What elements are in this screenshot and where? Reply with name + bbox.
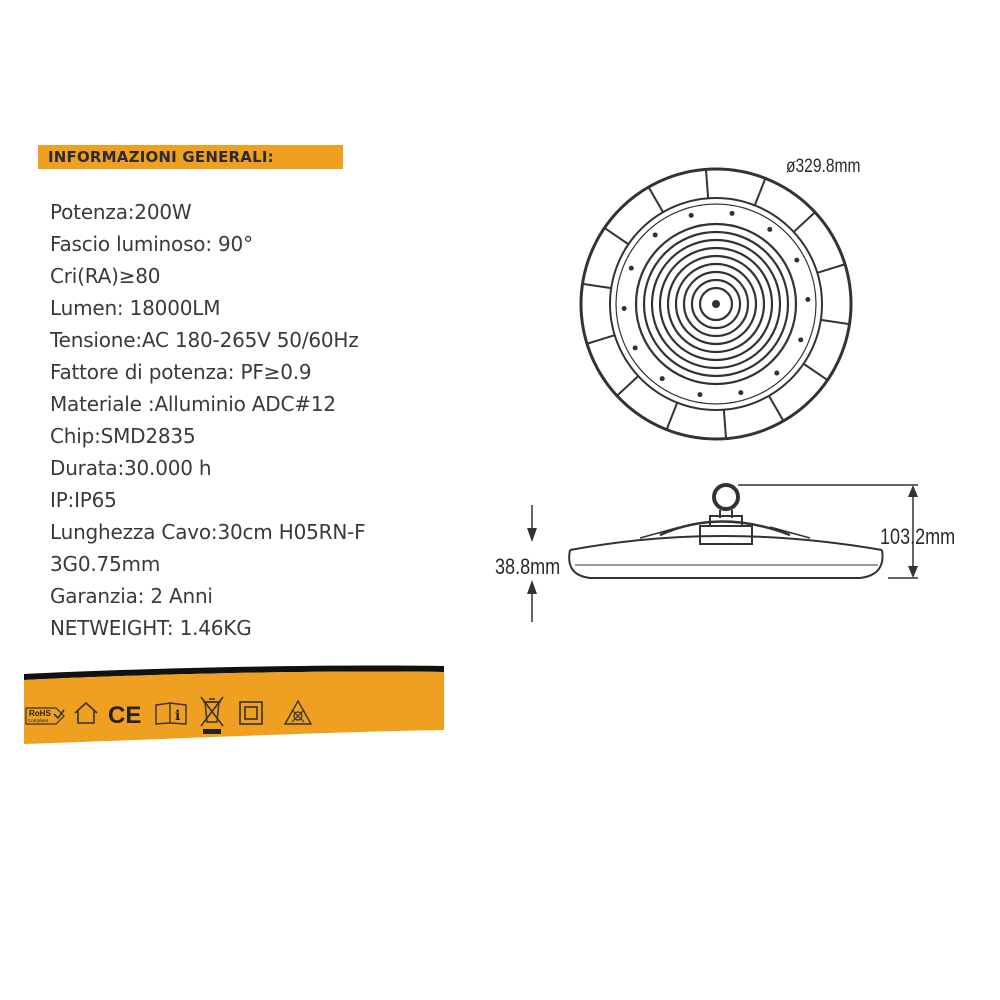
spec-power-factor: Fattore di potenza: PF≥0.9 xyxy=(50,360,312,384)
diameter-label: ø329.8mm xyxy=(786,156,861,177)
fin-divider xyxy=(587,335,615,344)
spec-cable-length: Lunghezza Cavo:30cm H05RN-F xyxy=(50,520,366,544)
bolt-hole xyxy=(798,337,803,342)
bolt-hole xyxy=(794,258,799,263)
spec-cable-section: 3G0.75mm xyxy=(50,552,161,576)
spec-power: Potenza:200W xyxy=(50,200,192,224)
spec-voltage: Tensione:AC 180-265V 50/60Hz xyxy=(50,328,359,352)
spec-warranty: Garanzia: 2 Anni xyxy=(50,584,213,608)
fin-divider xyxy=(821,320,850,324)
spec-lumen: Lumen: 18000LM xyxy=(50,296,221,320)
bolt-hole xyxy=(653,232,658,237)
fin-divider xyxy=(649,187,663,212)
fin-divider xyxy=(804,364,828,380)
bolt-hole xyxy=(697,392,702,397)
side-view-drawing xyxy=(527,485,918,622)
fin-divider xyxy=(724,410,726,439)
bolt-hole xyxy=(622,306,627,311)
spec-ip-rating: IP:IP65 xyxy=(50,488,117,512)
bolt-hole xyxy=(633,345,638,350)
fin-divider xyxy=(706,169,708,198)
rohs-label: RoHS xyxy=(29,709,51,718)
spec-beam-angle: Fascio luminoso: 90° xyxy=(50,232,253,256)
bolt-hole xyxy=(689,213,694,218)
bolt-hole xyxy=(805,297,810,302)
fin-divider xyxy=(583,284,612,288)
fin-divider xyxy=(817,264,845,273)
spec-chip: Chip:SMD2835 xyxy=(50,424,196,448)
spec-net-weight: NETWEIGHT: 1.46KG xyxy=(50,616,252,640)
fin-divider xyxy=(755,178,766,205)
fin-divider xyxy=(604,228,628,244)
body-height-label: 38.8mm xyxy=(495,554,561,579)
section-title: INFORMAZIONI GENERALI: xyxy=(48,148,274,166)
top-view-drawing xyxy=(581,169,851,439)
spec-material: Materiale :Alluminio ADC#12 xyxy=(50,392,336,416)
bolt-hole xyxy=(738,390,743,395)
spec-cri: Cri(RA)≥80 xyxy=(50,264,161,288)
ce-label: CE xyxy=(108,702,142,728)
bolt-hole xyxy=(767,227,772,232)
bolt-hole xyxy=(660,376,665,381)
bolt-hole xyxy=(629,266,634,271)
fin-divider xyxy=(667,403,678,430)
bolt-hole xyxy=(730,211,735,216)
spec-lifetime: Durata:30.000 h xyxy=(50,456,212,480)
fin-divider xyxy=(794,212,815,232)
rohs-compliant-label: Compliant xyxy=(28,718,49,723)
total-height-label: 103.2mm xyxy=(880,524,956,549)
info-glyph: i xyxy=(175,708,181,724)
fin-divider xyxy=(769,396,783,421)
fin-divider xyxy=(617,376,638,396)
bolt-hole xyxy=(774,371,779,376)
